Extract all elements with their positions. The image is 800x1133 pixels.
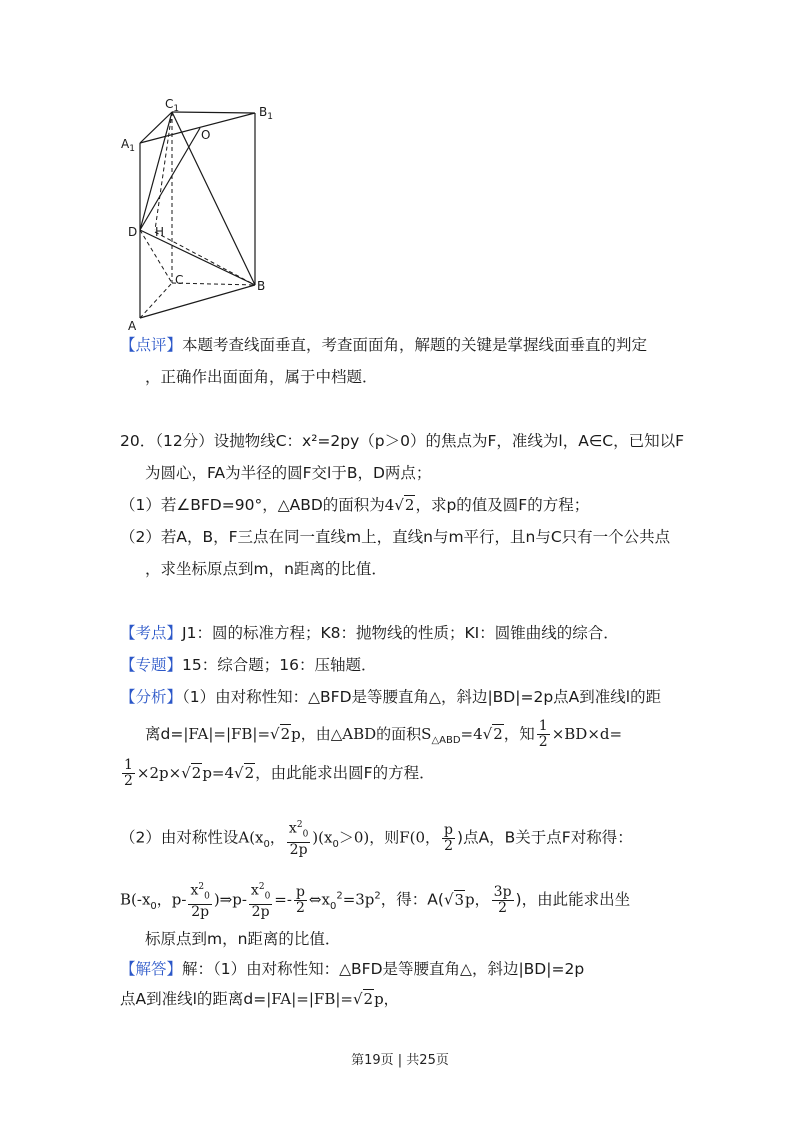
- frac-p-over-2-2: $\frac{p}{2}$: [295, 883, 305, 916]
- label-A1: $A_1$: [121, 137, 135, 154]
- zhuanti-tag: 【专题】: [120, 656, 183, 674]
- edge-C1-H: [155, 112, 172, 230]
- fenxi-line-6: 标原点到m，n距离的比值．: [145, 930, 341, 948]
- edge-C1-B1: [172, 112, 255, 113]
- dianping-text-1: 本题考查线面垂直，考查面面角，解题的关键是掌握线面垂直的判定: [182, 336, 648, 354]
- jieda-text-1: 解：（1）由对称性知：△BFD是等腰直角△，斜边|BD|=2p: [182, 960, 585, 978]
- dianping-line-2: ，正确作出面面角，属于中档题．: [145, 368, 378, 386]
- edge-C1-B: [172, 112, 255, 285]
- frac-x0sq-over-2p-3: $\frac{x^2_0}{2p}$: [250, 882, 271, 921]
- edge-A-C: [140, 283, 172, 318]
- problem-20-q2-line-1: （2）若A，B，F三点在同一直线m上，直线n与m平行，且n与C只有一个公共点: [120, 528, 671, 546]
- frac-x0sq-over-2p-2: $\frac{x^2_0}{2p}$: [190, 882, 210, 921]
- label-C1: $C_1$: [165, 97, 180, 114]
- fenxi-line-4: （2）由对称性设$A(x_0$， $\frac{x^2_0}{2p}$ )$(x_0>0)$，则F(0， $\frac{p}{2}$ )点A，B关于点F对称得：: [120, 820, 633, 859]
- label-C: C: [175, 273, 184, 287]
- zhuanti-line: [120, 654, 376, 676]
- label-H: H: [155, 225, 165, 239]
- kaodian-text: J1：圆的标准方程；K8：抛物线的性质；KI：圆锥曲线的综合．: [182, 624, 619, 642]
- problem-20-q1: （1）若∠BFD=90°，△ABD的面积为4√2，求p的值及圆F的方程；: [120, 496, 590, 514]
- edge-A-B: [140, 285, 255, 318]
- fenxi-line-2: 离d=|FA|=|FB|=√2p，由△ABD的面积$S_{\triangle ABD}=4√2$，知 $\frac{1}{2}$ ×BD×d=: [145, 718, 623, 750]
- fenxi-line-5: $B(-x_0$，p- $\frac{x^2_0}{2p}$ )⇒p- $\frac{x^2_0}{2p}$ =- $\frac{p}{2}$ $\Leftrightarrow x_0^2=3p^2$，得：A(√3p， $\frac{3p}{2}$ )，由此能求出坐: [120, 882, 631, 921]
- edge-D-C1: [140, 112, 172, 230]
- fenxi-text-1: （1）由对称性知：△BFD是等腰直角△，斜边|BD|=2p点A到准线l的距: [182, 688, 662, 706]
- edge-D-O: [140, 128, 200, 230]
- frac-3p-over-2: $\frac{3p}{2}$: [493, 883, 512, 916]
- fenxi-line-1: [120, 686, 661, 708]
- edge-A1-B1: [140, 113, 255, 143]
- problem-20-line-2: 为圆心，FA为半径的圆F交l于B，D两点；: [145, 464, 432, 482]
- prism-figure: [115, 92, 290, 332]
- fenxi-line-3: $\frac{1}{2}$ ×2p×√2p=4√2，由此能求出圆F的方程．: [124, 757, 435, 789]
- edge-C-B: [172, 283, 255, 285]
- kaodian-tag: 【考点】: [120, 624, 183, 642]
- problem-20-line-1: 20．（12分）设抛物线C：x²=2py（p＞0）的焦点为F，准线为l，A∈C，已知以F: [120, 432, 685, 450]
- label-B: B: [257, 279, 266, 293]
- label-B1: $B_1$: [259, 105, 273, 122]
- kaodian-line: [120, 622, 619, 644]
- problem-20-q2-line-2: ，求坐标原点到m，n距离的比值．: [145, 560, 387, 578]
- label-D: D: [128, 225, 138, 239]
- jieda-line-2: 点A到准线l的距离d=|FA|=|FB|=√2p，: [120, 990, 399, 1008]
- dianping-tag: 【点评】: [120, 336, 183, 354]
- fenxi-tag: 【分析】: [120, 688, 183, 706]
- dianping-line-1: [120, 334, 647, 356]
- page-footer: 第19页 | 共25页: [351, 1053, 449, 1068]
- edge-H-B: [155, 232, 255, 285]
- frac-one-half: $\frac{1}{2}$: [538, 718, 548, 750]
- label-O: O: [201, 128, 211, 142]
- jieda-line-1: [120, 958, 584, 980]
- frac-one-half-2: $\frac{1}{2}$: [124, 757, 133, 789]
- label-A: A: [128, 319, 137, 332]
- frac-p-over-2: $\frac{p}{2}$: [444, 821, 454, 854]
- frac-x0sq-over-2p: $\frac{x^2_0}{2p}$: [288, 820, 309, 859]
- zhuanti-text: 15：综合题；16：压轴题．: [182, 656, 377, 674]
- jieda-tag: 【解答】: [120, 960, 183, 978]
